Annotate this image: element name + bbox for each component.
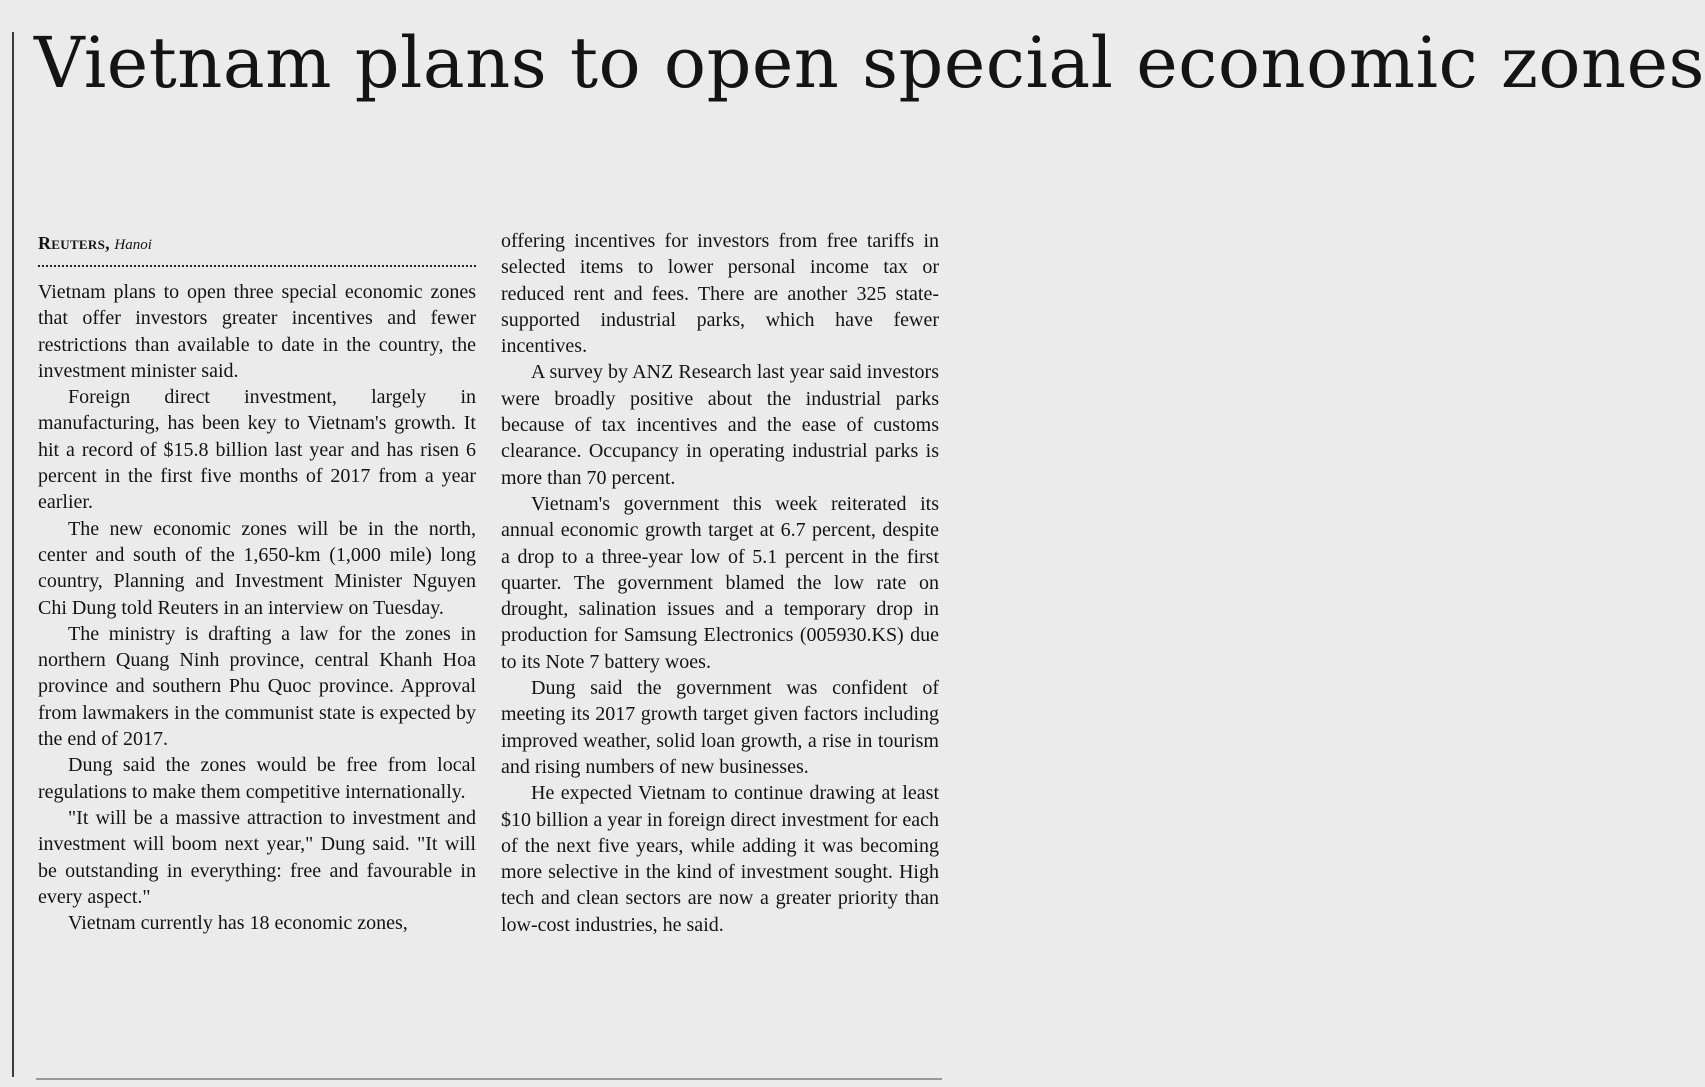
article-headline: Vietnam plans to open special economic zones (34, 22, 1705, 104)
paragraph-9: Vietnam's government this week reiterated its annual economic growth target at 6.7 percent, despite a drop to a three-year low of 5.1 percent in the first quarter. The government blamed the low rate on drought, salination issues and a temporary drop in production for Samsung Electronics (005930.KS) due to its Note 7 battery woes. (501, 492, 939, 673)
byline-agency: Reuters, (38, 233, 110, 253)
paragraph-7-continued: offering incentives for investors from free tariffs in selected items to lower personal income tax or reduced rent and fees. There are another 325 state-supported industrial parks, which have fewer incentives. (501, 230, 939, 358)
article-column-left (38, 230, 476, 936)
bottom-rule (36, 1078, 942, 1080)
paragraph-4: The ministry is drafting a law for the zones in northern Quang Ninh province, central Khanh Hoa province and southern Phu Quoc province. Approval from lawmakers in the communist state is expected by the end of 2017. (38, 622, 476, 751)
paragraph-7: Vietnam currently has 18 economic zones, (68, 912, 408, 935)
paragraph-5: Dung said the zones would be free from local regulations to make them competitive internationally. (38, 754, 476, 803)
paragraph-10: Dung said the government was confident of meeting its 2017 growth target given factors including improved weather, solid loan growth, a rise in tourism and rising numbers of new businesses. (501, 677, 939, 778)
paragraph-8: A survey by ANZ Research last year said investors were broadly positive about the industrial parks because of tax incentives and the ease of customs clearance. Occupancy in operating industrial parks is more than 70 percent. (501, 361, 939, 489)
paragraph-6: "It will be a massive attraction to investment and investment will boom next year," Dung said. "It will be outstanding in everything: free and favourable in every aspect." (38, 806, 476, 908)
paragraph-3: The new economic zones will be in the north, center and south of the 1,650-km (1,000 mile) long country, Planning and Investment Minister Nguyen Chi Dung told Reuters in an interview on Tuesday. (38, 517, 476, 619)
article-column-right (501, 228, 939, 938)
paragraph-11: He expected Vietnam to continue drawing at least $10 billion a year in foreign direct investment for each of the next five years, while adding it was becoming more selective in the kind of investment sought. High tech and clean sectors are now a greater priority than low-cost industries, he said. (501, 782, 939, 936)
column-rule-left (12, 32, 14, 1077)
byline (38, 230, 476, 257)
byline-location: Hanoi (114, 237, 152, 253)
paragraph-2: Foreign direct investment, largely in manufacturing, has been key to Vietnam's growth. It hit a record of $15.8 billion last year and has risen 6 percent in the first five months of 2017 from a year earlier. (38, 386, 476, 514)
dotted-divider (38, 257, 476, 267)
paragraph-1: Vietnam plans to open three special economic zones that offer investors greater incentives and fewer restrictions than available to date in the country, the investment minister said. (38, 281, 476, 382)
